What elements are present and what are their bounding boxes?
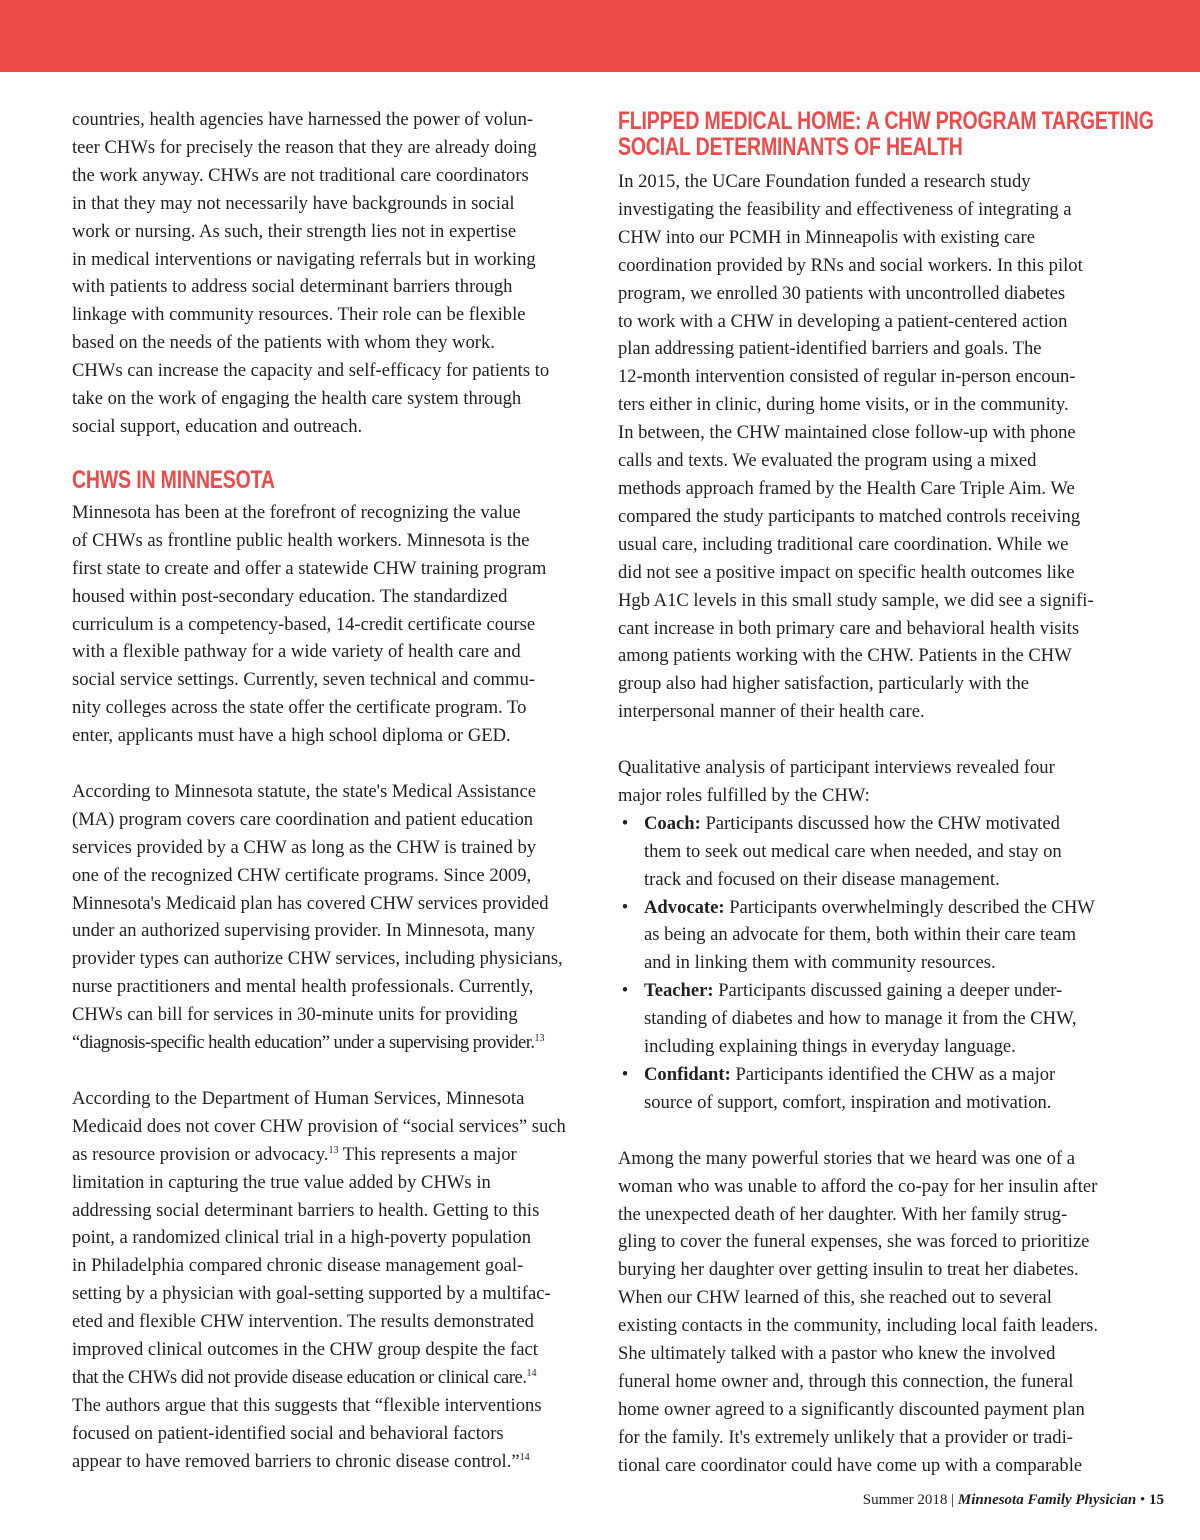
- text-line: of CHWs as frontline public health workers. Minnesota is the: [72, 529, 530, 551]
- text-line: program, we enrolled 30 patients with uncontrolled diabetes: [618, 282, 1066, 304]
- reference-marker: 14: [526, 1367, 537, 1379]
- role-term: Confidant:: [644, 1063, 731, 1085]
- text-line: eted and flexible CHW intervention. The results demonstrated: [72, 1311, 534, 1333]
- text-line: addressing social determinant barriers to health. Getting to this: [72, 1199, 540, 1221]
- page-footer: [863, 1490, 1164, 1510]
- text-line: limitation in capturing the true value added by CHWs in: [72, 1171, 491, 1193]
- text-line: focused on patient-identified social and behavioral factors: [72, 1422, 504, 1444]
- text-line: track and focused on their disease management.: [644, 868, 1000, 890]
- text-line: When our CHW learned of this, she reached out to several: [618, 1287, 1052, 1309]
- text-line: woman who was unable to afford the co-pay for her insulin after: [618, 1175, 1098, 1197]
- section-heading-chws-in-minnesota: CHWS IN MINNESOTA: [72, 465, 275, 494]
- text-line: Participants discussed how the CHW motivated: [700, 812, 1060, 834]
- text-line: take on the work of engaging the health care system through: [72, 388, 522, 410]
- text-line: “diagnosis-specific health education” under a supervising provider.: [72, 1032, 535, 1054]
- text-line: linkage with community resources. Their role can be flexible: [72, 304, 526, 326]
- text-line: work or nursing. As such, their strength lies not in expertise: [72, 220, 517, 242]
- text-line: interpersonal manner of their health care.: [618, 701, 925, 723]
- text-line: first state to create and offer a statewide CHW training program: [72, 557, 547, 579]
- text-line: (MA) program covers care coordination and patient education: [72, 808, 534, 830]
- text-line: According to Minnesota statute, the state's Medical Assistance: [72, 780, 536, 802]
- text-line: curriculum is a competency-based, 14-credit certificate course: [72, 613, 536, 635]
- reference-marker: 13: [534, 1033, 545, 1045]
- role-term: Coach:: [644, 812, 701, 834]
- text-line: provider types can authorize CHW services, including physicians,: [72, 948, 563, 970]
- text-line: calls and texts. We evaluated the program using a mixed: [618, 450, 1037, 472]
- text-line: In 2015, the UCare Foundation funded a research study: [618, 171, 1031, 192]
- text-line: the work anyway. CHWs are not traditional care coordinators: [72, 164, 529, 186]
- text-line: Medicaid does not cover CHW provision of “social services” such: [72, 1115, 566, 1137]
- text-line: CHW into our PCMH in Minneapolis with existing care: [618, 226, 1035, 248]
- role-term: Teacher:: [644, 980, 714, 1002]
- text-line: funeral home owner and, through this connection, the funeral: [618, 1370, 1074, 1392]
- text-line: CHWs can increase the capacity and self-efficacy for patients to: [72, 360, 550, 382]
- text-line: with a flexible pathway for a wide variety of health care and: [72, 641, 521, 663]
- text-line: Among the many powerful stories that we heard was one of a: [618, 1147, 1075, 1169]
- text-line: them to seek out medical care when needed, and stay on: [644, 840, 1062, 862]
- insulin-story-paragraph: [618, 1145, 1130, 1480]
- section-heading-flipped-medical-home: [618, 107, 1154, 161]
- text-line: ters either in clinic, during home visits, or in the community.: [618, 394, 1069, 416]
- text-line: in medical interventions or navigating referrals but in working: [72, 248, 536, 270]
- text-line: source of support, comfort, inspiration and motivation.: [644, 1091, 1052, 1113]
- text-line: point, a randomized clinical trial in a high-poverty population: [72, 1227, 532, 1249]
- text-line: in that they may not necessarily have backgrounds in social: [72, 192, 515, 214]
- text-line: Qualitative analysis of participant interviews revealed four: [618, 757, 1055, 779]
- text-line: under an authorized supervising provider. In Minnesota, many: [72, 920, 536, 942]
- human-services-paragraph: [72, 1085, 584, 1476]
- text-line: improved clinical outcomes in the CHW group despite the fact: [72, 1339, 538, 1361]
- text-line: Minnesota has been at the forefront of recognizing the value: [72, 501, 521, 523]
- left-column: [72, 106, 584, 1476]
- text-line: the unexpected death of her daughter. With her family strug-: [618, 1203, 1068, 1225]
- text-line: Participants identified the CHW as a major: [730, 1063, 1056, 1085]
- text-line: based on the needs of the patients with whom they work.: [72, 332, 495, 354]
- heading-line: SOCIAL DETERMINANTS OF HEALTH: [618, 133, 963, 161]
- chw-roles-list: [618, 810, 1130, 1117]
- text-line: as resource provision or advocacy.: [72, 1143, 329, 1165]
- bullet-icon: •: [621, 980, 629, 1002]
- text-line: This represents a major: [338, 1143, 517, 1165]
- text-line: usual care, including traditional care coordination. While we: [618, 533, 1069, 555]
- text-line: methods approach framed by the Health Care Triple Aim. We: [618, 477, 1075, 499]
- list-item: [618, 1061, 1130, 1117]
- bullet-icon: •: [621, 896, 629, 918]
- text-line: housed within post-secondary education. The standardized: [72, 585, 508, 607]
- text-line: including explaining things in everyday language.: [644, 1036, 1016, 1058]
- text-line: for the family. It's extremely unlikely that a provider or tradi-: [618, 1426, 1073, 1448]
- right-column: [618, 106, 1154, 1480]
- text-line: standing of diabetes and how to manage it from the CHW,: [644, 1008, 1077, 1030]
- bullet-icon: •: [621, 1063, 629, 1085]
- text-line: appear to have removed barriers to chronic disease control.”: [72, 1450, 520, 1472]
- list-item: [618, 810, 1130, 894]
- text-line: coordination provided by RNs and social workers. In this pilot: [618, 254, 1083, 276]
- text-line: burying her daughter over getting insulin to treat her diabetes.: [618, 1259, 1079, 1281]
- text-line: nurse practitioners and mental health professionals. Currently,: [72, 976, 534, 998]
- text-line: major roles fulfilled by the CHW:: [618, 784, 870, 806]
- text-line: Minnesota's Medicaid plan has covered CHW services provided: [72, 892, 549, 914]
- text-line: existing contacts in the community, including local faith leaders.: [618, 1315, 1099, 1337]
- issue-date: Summer 2018: [862, 1492, 948, 1508]
- text-line: gling to cover the funeral expenses, she was forced to prioritize: [618, 1231, 1090, 1253]
- text-line: compared the study participants to matched controls receiving: [618, 505, 1081, 527]
- text-line: 12-month intervention consisted of regular in-person encoun-: [618, 366, 1076, 388]
- text-line: cant increase in both primary care and behavioral health visits: [618, 617, 1080, 639]
- intro-paragraph: [72, 106, 584, 441]
- role-term: Advocate:: [644, 896, 725, 918]
- text-line: that the CHWs did not provide disease education or clinical care.: [72, 1366, 527, 1388]
- medicaid-statute-paragraph: [72, 778, 584, 1057]
- text-line: She ultimately talked with a pastor who knew the involved: [618, 1343, 1056, 1365]
- text-line: home owner agreed to a significantly discounted payment plan: [618, 1398, 1085, 1420]
- heading-line: FLIPPED MEDICAL HOME: A CHW PROGRAM TARGETING: [618, 107, 1154, 135]
- list-item: [618, 977, 1130, 1061]
- text-line: in Philadelphia compared chronic disease management goal-: [72, 1255, 524, 1277]
- top-color-bar: [0, 0, 1200, 72]
- bullet-icon: •: [621, 812, 629, 834]
- text-line: with patients to address social determinant barriers through: [72, 276, 513, 298]
- text-line: group also had higher satisfaction, particularly with the: [618, 673, 1030, 695]
- text-line: teer CHWs for precisely the reason that they are already doing: [72, 136, 537, 158]
- text-line: as being an advocate for them, both within their care team: [644, 924, 1077, 946]
- text-line: plan addressing patient-identified barriers and goals. The: [618, 338, 1042, 360]
- text-line: CHWs can bill for services in 30-minute units for providing: [72, 1004, 518, 1026]
- page-number: 15: [1149, 1492, 1164, 1508]
- text-line: social service settings. Currently, seven technical and commu-: [72, 669, 535, 691]
- reference-marker: 14: [519, 1451, 530, 1463]
- text-line: tional care coordinator could have come up with a comparable: [618, 1454, 1083, 1476]
- text-line: social support, education and outreach.: [72, 415, 363, 437]
- magazine-title: Minnesota Family Physician: [957, 1492, 1137, 1508]
- list-item: [618, 894, 1130, 978]
- text-line: According to the Department of Human Services, Minnesota: [72, 1087, 525, 1109]
- text-line: one of the recognized CHW certificate programs. Since 2009,: [72, 864, 532, 886]
- text-line: countries, health agencies have harnessed the power of volun-: [72, 109, 534, 130]
- text-line: did not see a positive impact on specific health outcomes like: [618, 561, 1075, 583]
- text-line: to work with a CHW in developing a patient-centered action: [618, 310, 1068, 332]
- text-line: among patients working with the CHW. Patients in the CHW: [618, 645, 1072, 667]
- qualitative-analysis-paragraph: [618, 754, 1130, 810]
- text-line: Participants overwhelmingly described the CHW: [724, 896, 1095, 918]
- pilot-study-paragraph: [618, 168, 1130, 726]
- text-line: In between, the CHW maintained close follow-up with phone: [618, 422, 1076, 444]
- reference-marker: 13: [328, 1144, 339, 1156]
- footer-separator: |: [951, 1492, 955, 1508]
- text-line: Hgb A1C levels in this small study sample, we did see a signifi-: [618, 589, 1094, 611]
- text-line: services provided by a CHW as long as the CHW is trained by: [72, 836, 537, 858]
- minnesota-paragraph: [72, 499, 584, 750]
- footer-dot: •: [1139, 1492, 1146, 1508]
- text-line: The authors argue that this suggests that “flexible interventions: [72, 1394, 542, 1416]
- text-line: nity colleges across the state offer the certificate program. To: [72, 697, 527, 719]
- text-line: investigating the feasibility and effectiveness of integrating a: [618, 198, 1072, 220]
- text-line: setting by a physician with goal-setting supported by a multifac-: [72, 1283, 551, 1305]
- text-line: and in linking them with community resources.: [644, 952, 996, 974]
- text-line: enter, applicants must have a high school diploma or GED.: [72, 725, 511, 747]
- text-line: Participants discussed gaining a deeper under-: [713, 980, 1063, 1002]
